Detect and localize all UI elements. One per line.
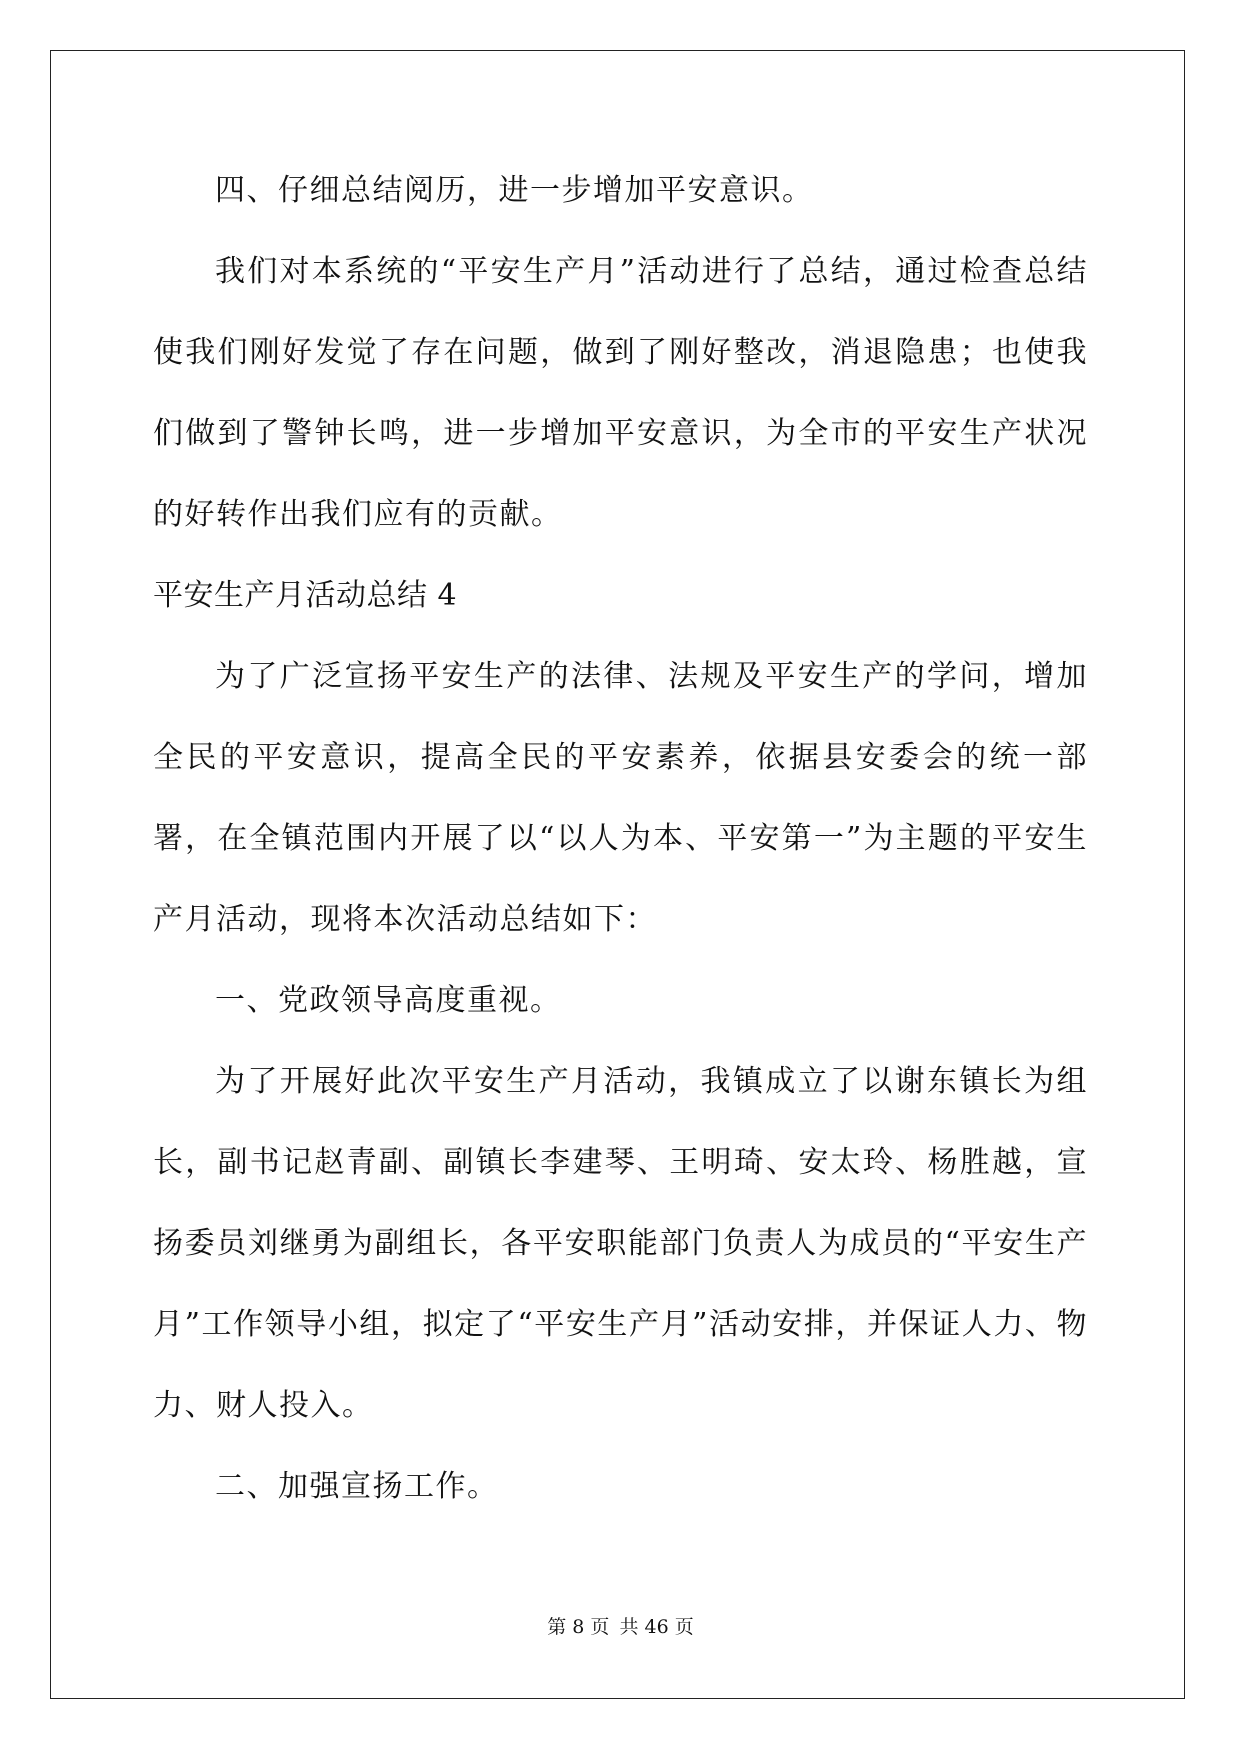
- page-number: 第 8 页: [547, 1616, 610, 1638]
- section1-title: 一、党政领导高度重视。: [215, 983, 562, 1018]
- section4-title: 四、仔细总结阅历，进一步增加平安意识。: [215, 173, 814, 208]
- page-total: 共 46 页: [619, 1616, 694, 1638]
- document-body: [153, 150, 1088, 1527]
- section4-body: 我们对本系统的“平安生产月”活动进行了总结，通过检查总结使我们刚好发觉了存在问题，做到了刚好整改，消退隐患；也使我们做到了警钟长鸣，进一步增加平安意识，为全市的平安生产状况的好转作出我们应有的贡献。: [153, 254, 1088, 532]
- intro-paragraph: 为了广泛宣扬平安生产的法律、法规及平安生产的学问，增加全民的平安意识，提高全民的平安素养，依据县安委会的统一部署，在全镇范围内开展了以“以人为本、平安第一”为主题的平安生产月活动，现将本次活动总结如下：: [153, 659, 1088, 937]
- page-footer: [0, 1612, 1241, 1639]
- article-heading: 平安生产月活动总结 4: [153, 578, 458, 613]
- section2-title: 二、加强宣扬工作。: [215, 1469, 499, 1504]
- section1-body: 为了开展好此次平安生产月活动，我镇成立了以谢东镇长为组长，副书记赵青副、副镇长李建琴、王明琦、安太玲、杨胜越，宣扬委员刘继勇为副组长，各平安职能部门负责人为成员的“平安生产月”工作领导小组，拟定了“平安生产月”活动安排，并保证人力、物力、财人投入。: [153, 1064, 1088, 1423]
